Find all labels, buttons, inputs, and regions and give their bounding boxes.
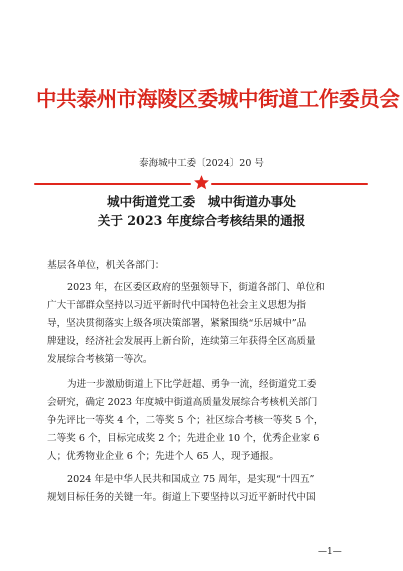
- body-line: 人；优秀物业企业 6 个；先进个人 65 人，现予通报。: [47, 451, 279, 462]
- star-icon: [193, 174, 210, 191]
- body-line: 2024 年是中华人民共和国成立 75 周年，是实现“十四五”: [67, 474, 315, 485]
- doc-number: 泰海城中工委〔2024〕20 号: [139, 158, 264, 169]
- page-number: —1—: [318, 547, 342, 557]
- body-line: 二等奖 6 个，目标完成奖 2 个；先进企业 10 个，优秀企业家 6: [47, 433, 320, 444]
- body-line: 2023 年，在区委区政府的坚强领导下，街道各部门、单位和: [67, 282, 325, 293]
- body-line: 为进一步激励街道上下比学赶超、勇争一流，经街道党工委: [67, 379, 317, 390]
- body-line: 会研究，确定 2023 年度城中街道高质量发展综合考核机关部门: [47, 397, 318, 408]
- salutation: 基层各单位，机关各部门：: [47, 260, 165, 271]
- org-header: 中共泰州市海陵区委城中街道工作委员会: [36, 87, 400, 111]
- body-line: 发展综合考核第一等次。: [47, 354, 153, 365]
- body-line: 导，坚决贯彻落实上级各项决策部署，紧紧围绕“乐居城中”品: [47, 318, 307, 329]
- red-divider-left: [34, 183, 191, 185]
- body-line: 广大干部群众坚持以习近平新时代中国特色社会主义思想为指: [47, 300, 307, 311]
- doc-title-line1: 城中街道党工委 城中街道办事处: [107, 194, 296, 209]
- body-line: 争先评比一等奖 4 个，二等奖 5 个；社区综合考核一等奖 5 个，: [47, 415, 324, 426]
- body-line: 规划目标任务的关键一年。街道上下要坚持以习近平新时代中国: [47, 492, 316, 503]
- red-divider-right: [211, 183, 368, 185]
- doc-title-line2: 关于 2023 年度综合考核结果的通报: [97, 213, 306, 228]
- body-line: 牌建设，经济社会发展再上新台阶，连续第三年获得全区高质量: [47, 336, 316, 347]
